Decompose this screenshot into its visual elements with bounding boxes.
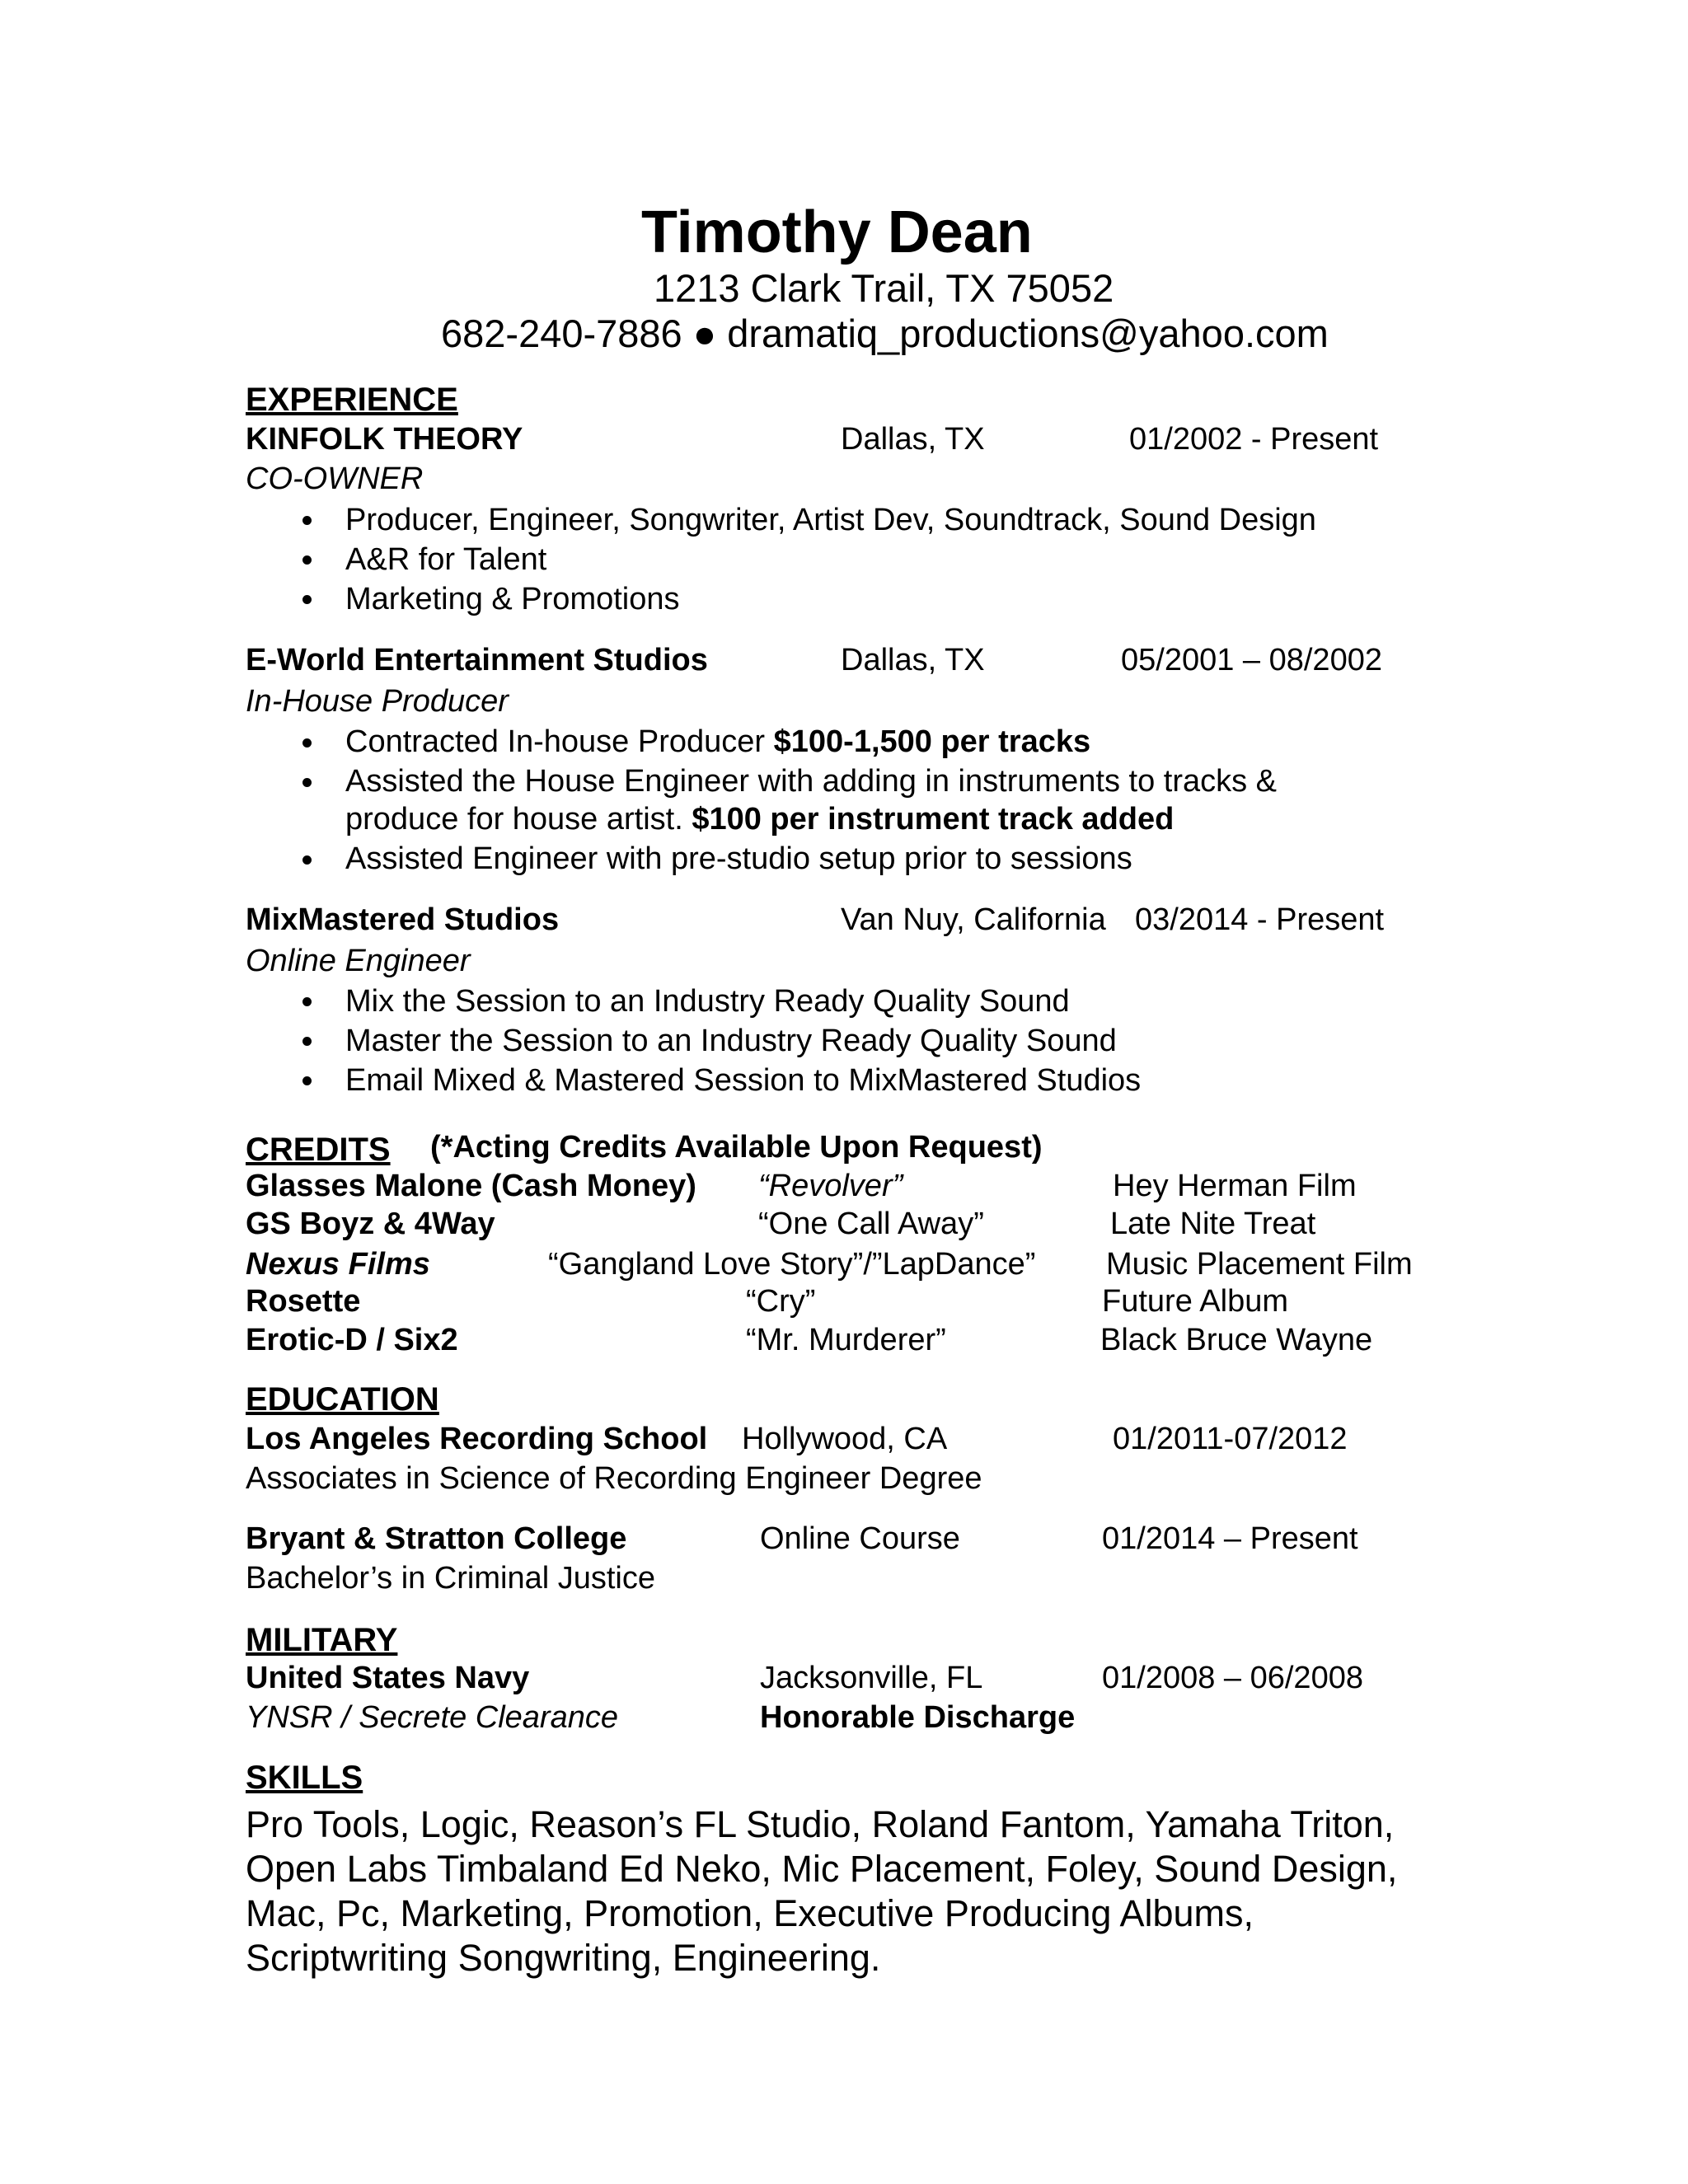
credit-artist: Glasses Malone (Cash Money) [246, 1169, 696, 1203]
school-name: Bryant & Stratton College [246, 1521, 627, 1556]
job-bullet: Contracted In-house Producer $100-1,500 per tracks [345, 724, 1091, 759]
bullet-icon [302, 516, 312, 525]
education-heading: EDUCATION [246, 1381, 439, 1418]
credit-title: “Cry” [746, 1284, 816, 1319]
resume-address: 1213 Clark Trail, TX 75052 [654, 266, 1114, 310]
job-bullet: Master the Session to an Industry Ready Quality Sound [345, 1024, 1117, 1058]
bullet-icon [302, 1037, 312, 1046]
military-discharge: Honorable Discharge [760, 1700, 1076, 1735]
job-title: CO-OWNER [246, 462, 424, 496]
skills-heading: SKILLS [246, 1760, 363, 1796]
job-location: Dallas, TX [841, 422, 985, 457]
bullet-icon [302, 595, 312, 604]
job-dates: 03/2014 - Present [1135, 902, 1385, 937]
school-degree: Bachelor’s in Criminal Justice [246, 1561, 656, 1596]
credit-project: Future Album [1102, 1284, 1288, 1319]
bullet-icon [302, 555, 312, 565]
job-bullet: Assisted the House Engineer with adding in instruments to tracks & [345, 764, 1278, 799]
credits-note: (*Acting Credits Available Upon Request) [430, 1130, 1043, 1165]
credit-project: Hey Herman Film [1113, 1169, 1357, 1203]
military-branch: United States Navy [246, 1661, 530, 1695]
credit-project: Black Bruce Wayne [1100, 1323, 1373, 1357]
bullet-icon [302, 778, 312, 787]
school-location: Hollywood, CA [742, 1422, 948, 1456]
bullet-icon [302, 1076, 312, 1085]
credit-title: “One Call Away” [758, 1207, 984, 1241]
job-company: KINFOLK THEORY [246, 422, 523, 457]
military-heading: MILITARY [246, 1622, 398, 1658]
job-title: Online Engineer [246, 944, 471, 978]
credit-artist: GS Boyz & 4Way [246, 1207, 495, 1241]
job-bullet: A&R for Talent [345, 542, 547, 577]
job-location: Dallas, TX [841, 643, 985, 677]
credit-project: Music Placement Film [1106, 1247, 1413, 1282]
skills-text: Pro Tools, Logic, Reason’s FL Studio, Roland Fantom, Yamaha Triton, Open Labs Timbaland Ed Neko, Mic Placement, Foley, Sound Design, Mac, Pc, Marketing, Promotion, Executive Producing Albums, Scriptwriting Songwriting, Engineering. [246, 1803, 1398, 1979]
credit-artist: Nexus Films [246, 1247, 430, 1282]
military-location: Jacksonville, FL [760, 1661, 983, 1695]
credits-heading: CREDITS [246, 1132, 391, 1168]
military-role: YNSR / Secrete Clearance [246, 1700, 618, 1735]
school-dates: 01/2011-07/2012 [1113, 1422, 1348, 1456]
bullet-icon [302, 738, 312, 748]
job-location: Van Nuy, California [841, 902, 1106, 937]
school-name: Los Angeles Recording School [246, 1422, 708, 1456]
job-bullet: Mix the Session to an Industry Ready Quality Sound [345, 984, 1070, 1019]
job-bullet: Marketing & Promotions [345, 582, 680, 616]
credit-title: “Mr. Murderer” [746, 1323, 946, 1357]
credit-title: “Revolver” [758, 1169, 903, 1203]
job-bullet: Assisted Engineer with pre-studio setup prior to sessions [345, 841, 1132, 876]
job-dates: 05/2001 – 08/2002 [1121, 643, 1382, 677]
military-dates: 01/2008 – 06/2008 [1102, 1661, 1363, 1695]
resume-contact: 682-240-7886 ● dramatiq_productions@yahoo.com [441, 312, 1329, 355]
resume-name: Timothy Dean [641, 199, 1033, 265]
job-bullet-continuation: produce for house artist. $100 per instrument track added [345, 802, 1175, 837]
job-company: MixMastered Studios [246, 902, 560, 937]
experience-heading: EXPERIENCE [246, 382, 458, 418]
school-degree: Associates in Science of Recording Engineer Degree [246, 1461, 982, 1496]
credit-artist: Rosette [246, 1284, 361, 1319]
school-location: Online Course [760, 1521, 960, 1556]
bullet-icon [302, 997, 312, 1006]
job-company: E-World Entertainment Studios [246, 643, 708, 677]
credit-artist: Erotic-D / Six2 [246, 1323, 458, 1357]
credit-project: Late Nite Treat [1110, 1207, 1316, 1241]
credit-title: “Gangland Love Story”/”LapDance” [548, 1247, 1036, 1282]
job-title: In-House Producer [246, 684, 509, 719]
bullet-icon [302, 855, 312, 865]
job-bullet: Email Mixed & Mastered Session to MixMastered Studios [345, 1063, 1142, 1098]
job-bullet: Producer, Engineer, Songwriter, Artist Dev, Soundtrack, Sound Design [345, 503, 1316, 537]
job-dates: 01/2002 - Present [1129, 422, 1379, 457]
school-dates: 01/2014 – Present [1102, 1521, 1358, 1556]
